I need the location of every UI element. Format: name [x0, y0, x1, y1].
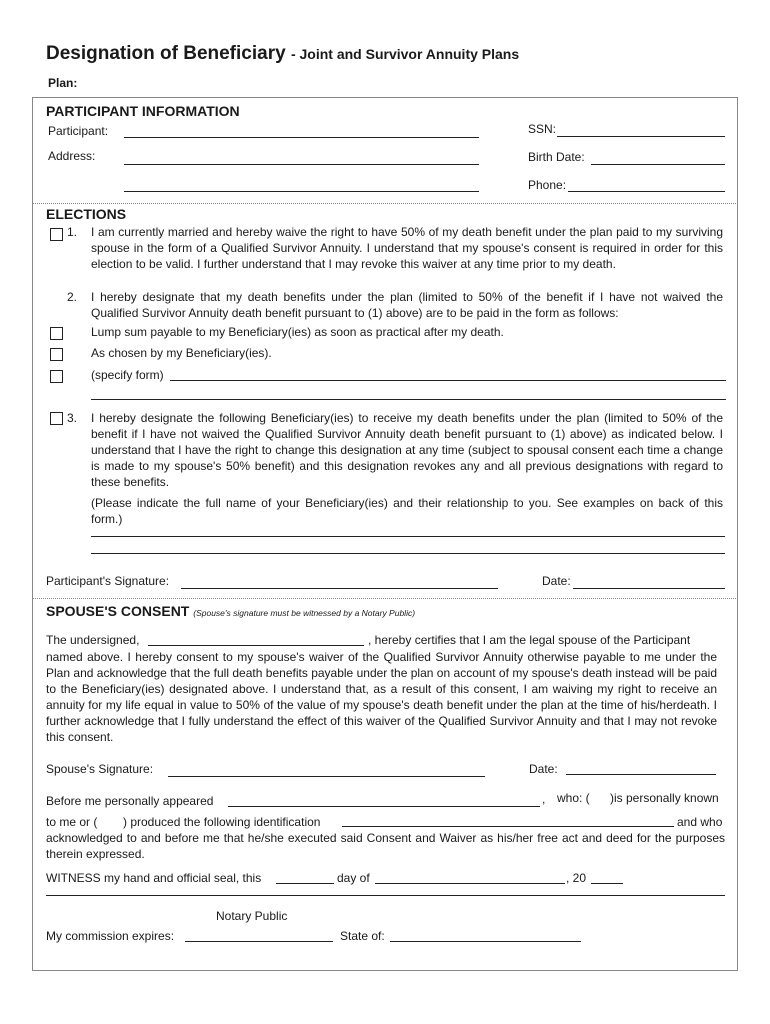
election-3-note: (Please indicate the full name of your Beneficiary(ies) and their relationship to you. See examples on back of this form.) [91, 496, 723, 526]
ssn-field[interactable] [557, 136, 725, 137]
witness-month-field[interactable] [375, 883, 565, 884]
specify-form-field[interactable] [170, 380, 726, 381]
spouse-consent-heading [46, 603, 415, 619]
commission-expires-label: My commission expires: [46, 929, 175, 943]
election-2-text: I hereby designate that my death benefits under the plan (limited to 50% of the benefit if I have not waived the Qualified Survivor Annuity death benefit pursuant to (1) above) are to be paid in the form as follows: [91, 290, 723, 320]
ssn-label: SSN: [528, 122, 557, 136]
year-prefix-label: , 20 [566, 871, 587, 885]
form-title [46, 43, 519, 65]
election-3-number: 3. [67, 411, 78, 425]
election-3-text: I hereby designate the following Beneficiary(ies) to receive my death benefits under the plan (limited to 50% of the benefit if I have not waived the Qualified Survivor Annuity death benefit pursuant to (1) above) as indicated below. I understand that I have the right to change this designation at any time (subject to spousal consent each time a change is made to my spouse's 50% benefit) and this designation revokes any and all previous designations with regard to these benefits. [91, 411, 723, 489]
participant-date-label: Date: [542, 574, 571, 588]
election-2-number: 2. [67, 290, 78, 304]
witness-label: WITNESS my hand and official seal, this [46, 871, 262, 885]
notary-public-label: Notary Public [216, 909, 288, 923]
commission-expires-field[interactable] [185, 941, 333, 942]
beneficiary-field-2[interactable] [91, 553, 725, 554]
and-who-label: and who [677, 815, 723, 829]
participant-label: Participant: [48, 124, 109, 138]
spouse-consent-body: named above. I hereby consent to my spouse's waiver of the Qualified Survivor Annuity otherwise payable to me under the Plan and acknowledge that the full death benefits payable under the plan on account of my spouse's death instead will be paid to the Beneficiary(ies) designated above. I understand that, as a result of this consent, I am waiving my right to receive an annuity for my life equal in value to 50% of the value of my spouse's death benefit under the plan at the time of his/herdeath. I further acknowledge that I fully understand the effect of this waiver of the Qualified Survivor Annuity and that I may not revoke this consent. [46, 650, 717, 744]
identification-field[interactable] [342, 826, 674, 827]
form-subtitle: - Joint and Survivor Annuity Plans [290, 46, 520, 62]
address-label: Address: [48, 149, 96, 163]
specify-form-field-2[interactable] [91, 399, 726, 400]
elections-heading: ELECTIONS [46, 206, 127, 222]
chosen-by-beneficiary-checkbox[interactable] [50, 348, 63, 361]
specify-form-checkbox[interactable] [50, 370, 63, 383]
to-me-or-label: to me or ( [46, 815, 98, 829]
spouse-consent-title: SPOUSE'S CONSENT [46, 603, 190, 619]
lump-sum-checkbox[interactable] [50, 327, 63, 340]
specify-form-label: (specify form) [91, 368, 164, 382]
spouse-consent-note: (Spouse's signature must be witnessed by a Notary Public) [193, 608, 416, 618]
produced-label: ) produced the following identification [123, 815, 321, 829]
participant-name-field[interactable] [124, 137, 479, 138]
spouse-signature-field[interactable] [168, 776, 485, 777]
spouse-date-label: Date: [529, 762, 558, 776]
day-of-label: day of [337, 871, 370, 885]
birth-date-label: Birth Date: [528, 150, 585, 164]
who-label: who: ( [557, 791, 590, 805]
election-1-text: I am currently married and hereby waive the right to have 50% of my death benefit under the plan paid to my surviving spouse in the form of a Qualified Survivor Annuity. I understand that my spouse's consent is required in order for this election to be valid. I further understand that I may revoke this waiver at any time prior to my death. [91, 225, 723, 271]
birth-date-field[interactable] [591, 164, 725, 165]
chosen-by-beneficiary-label: As chosen by my Beneficiary(ies). [91, 346, 272, 360]
participant-signature-label: Participant's Signature: [46, 574, 170, 588]
before-me-label: Before me personally appeared [46, 794, 214, 808]
election-3-checkbox[interactable] [50, 412, 63, 425]
election-1-number: 1. [67, 225, 78, 239]
section-divider [33, 598, 738, 599]
state-of-label: State of: [340, 929, 385, 943]
spouse-date-field[interactable] [566, 774, 716, 775]
witness-year-field[interactable] [591, 883, 623, 884]
beneficiary-field-1[interactable] [91, 536, 725, 537]
address-field-2[interactable] [124, 191, 479, 192]
undersigned-label: The undersigned, [46, 633, 140, 647]
who-comma: , [542, 792, 546, 806]
form-title-main: Designation of Beneficiary [46, 43, 286, 64]
election-1-checkbox[interactable] [50, 228, 63, 241]
appeared-name-field[interactable] [228, 806, 540, 807]
participant-info-heading: PARTICIPANT INFORMATION [46, 103, 240, 119]
lump-sum-label: Lump sum payable to my Beneficiary(ies) as soon as practical after my death. [91, 325, 504, 339]
participant-date-field[interactable] [573, 588, 725, 589]
state-of-field[interactable] [390, 941, 581, 942]
plan-label: Plan: [48, 76, 78, 90]
certifies-text: , hereby certifies that I am the legal spouse of the Participant [368, 633, 691, 647]
personally-known-label: )is personally known [610, 791, 719, 805]
acknowledged-text: acknowledged to and before me that he/she executed said Consent and Waiver as his/her free act and deed for the purposes therein expressed. [46, 831, 725, 861]
section-divider [33, 203, 738, 204]
address-field-1[interactable] [124, 164, 479, 165]
phone-label: Phone: [528, 178, 567, 192]
notary-signature-line[interactable] [46, 895, 725, 896]
witness-day-field[interactable] [276, 883, 334, 884]
spouse-signature-label: Spouse's Signature: [46, 762, 154, 776]
participant-signature-field[interactable] [181, 588, 498, 589]
phone-field[interactable] [568, 191, 725, 192]
spouse-name-field[interactable] [148, 645, 364, 646]
